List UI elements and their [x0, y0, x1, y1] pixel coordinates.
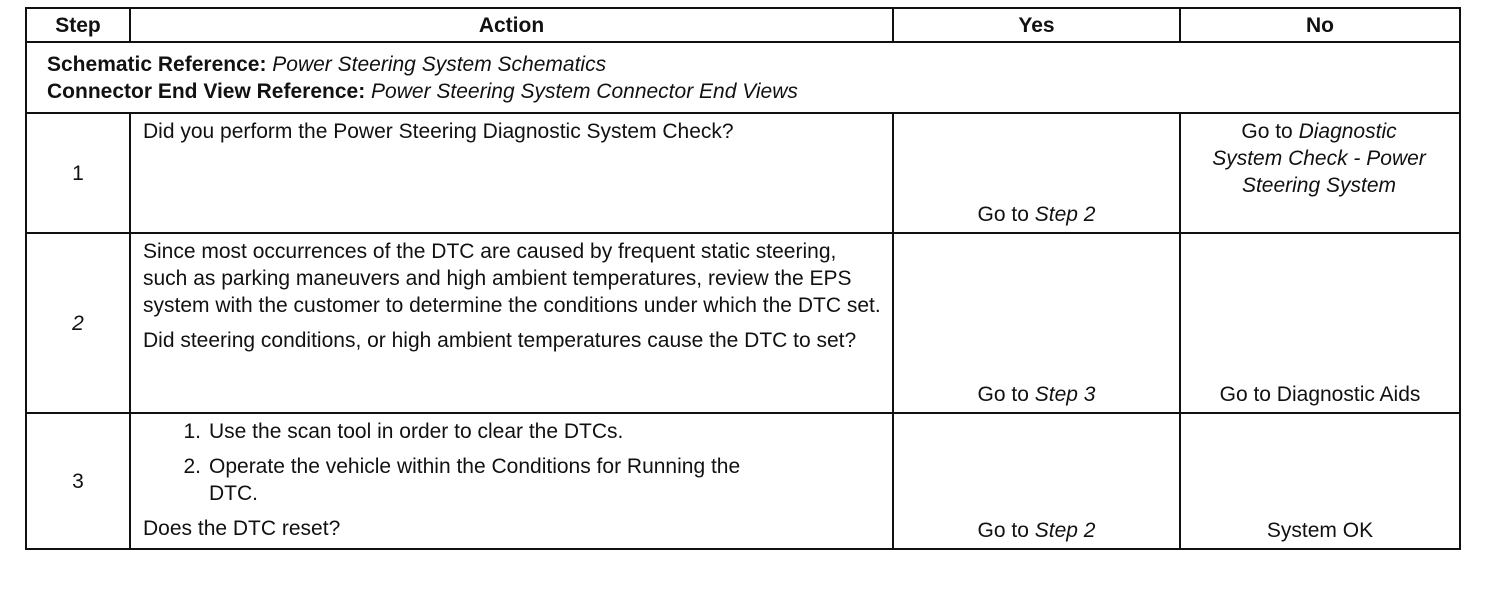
- yes-cell: [893, 113, 1180, 233]
- schematic-reference-label: Schematic Reference:: [47, 53, 267, 76]
- no-diagnostic-aids-link[interactable]: Go to Diagnostic Aids: [1219, 383, 1421, 406]
- yes-prefix: Go to: [977, 519, 1035, 542]
- connector-reference: [26, 78, 1460, 113]
- yes-cell: [893, 413, 1180, 549]
- list-item-number: 2.: [183, 455, 201, 478]
- yes-prefix: Go to: [977, 383, 1035, 406]
- schematic-reference-link[interactable]: Power Steering System Schematics: [272, 53, 607, 76]
- action-cell: [130, 233, 893, 413]
- step-number: 2: [26, 233, 130, 413]
- header-step: Step: [26, 8, 130, 42]
- schematic-reference-row: [26, 42, 1460, 78]
- table-row: [26, 413, 1460, 549]
- yes-step-link[interactable]: Step 2: [1034, 203, 1096, 226]
- action-cell: [130, 413, 893, 549]
- connector-reference-label: Connector End View Reference:: [47, 80, 366, 103]
- action-question: Does the DTC reset?: [143, 517, 341, 540]
- header-no: No: [1180, 8, 1460, 42]
- no-cell: [1180, 233, 1460, 413]
- list-item-text: Operate the vehicle within the Conditions for Running the DTC.: [209, 455, 741, 505]
- header-yes: Yes: [893, 8, 1180, 42]
- list-item-number: 1.: [183, 420, 201, 443]
- yes-step-link[interactable]: Step 2: [1034, 519, 1096, 542]
- no-result: System OK: [1266, 519, 1374, 542]
- yes-prefix: Go to: [977, 203, 1035, 226]
- header-row: [26, 8, 1460, 42]
- action-text: Since most occurrences of the DTC are caused by frequent static steering, such as parking maneuvers and high ambient temperatures, review the EPS system with the customer to determine the conditions under which the DTC set.: [143, 240, 881, 317]
- step-number: 3: [26, 413, 130, 549]
- step-number: 1: [26, 113, 130, 233]
- connector-reference-row: [26, 78, 1460, 113]
- list-item: [143, 453, 882, 507]
- yes-step-link[interactable]: Step 3: [1034, 383, 1096, 406]
- list-item-text: Use the scan tool in order to clear the DTCs.: [209, 420, 624, 443]
- no-cell: [1180, 113, 1460, 233]
- no-prefix: Go to: [1241, 120, 1299, 143]
- table-row: [26, 233, 1460, 413]
- no-diagnostic-link[interactable]: Diagnostic System Check - Power Steering System: [1212, 120, 1426, 197]
- list-item: [143, 418, 882, 445]
- action-cell: [130, 113, 893, 233]
- connector-reference-link[interactable]: Power Steering System Connector End Views: [371, 80, 798, 103]
- action-question: Did steering conditions, or high ambient temperatures cause the DTC to set?: [143, 329, 857, 352]
- yes-cell: [893, 233, 1180, 413]
- table-row: [26, 113, 1460, 233]
- diagnostic-table: [25, 7, 1461, 550]
- no-cell: [1180, 413, 1460, 549]
- schematic-reference: [26, 42, 1460, 78]
- header-action: Action: [130, 8, 893, 42]
- action-text: Did you perform the Power Steering Diagnostic System Check?: [143, 120, 734, 143]
